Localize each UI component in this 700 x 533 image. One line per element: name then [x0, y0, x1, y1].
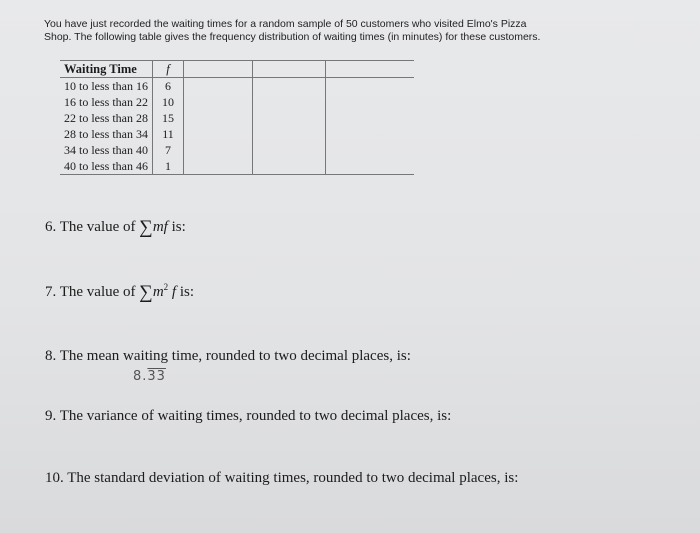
q6-prefix: 6. The value of	[45, 219, 140, 235]
interval-cell: 34 to less than 40	[60, 142, 153, 158]
sigma-symbol: ∑	[139, 217, 153, 238]
question-8: 8. The mean waiting time, rounded to two decimal places, is:	[45, 348, 411, 364]
q7-suffix: is:	[176, 284, 195, 300]
table-row	[60, 94, 414, 110]
q7-expression-f: f	[168, 284, 177, 300]
blank-cell	[184, 110, 253, 126]
blank-cell	[326, 158, 415, 175]
sigma-symbol: ∑	[139, 282, 153, 303]
blank-cell	[253, 158, 326, 175]
q7-prefix: 7. The value of	[45, 284, 140, 300]
table-row	[60, 110, 414, 126]
blank-cell	[326, 94, 415, 110]
blank-cell	[253, 142, 326, 158]
header-frequency: f	[153, 61, 184, 78]
q7-expression: m	[152, 284, 164, 300]
blank-cell	[184, 94, 253, 110]
blank-cell	[184, 142, 253, 158]
frequency-cell: 11	[153, 126, 184, 142]
blank-column-2	[253, 61, 326, 78]
frequency-cell: 7	[153, 142, 184, 158]
blank-cell	[253, 126, 326, 142]
blank-cell	[184, 78, 253, 95]
q6-suffix: is:	[167, 219, 186, 235]
question-10: 10. The standard deviation of waiting times, rounded to two decimal places, is:	[45, 470, 519, 486]
table-header-row	[60, 61, 414, 78]
blank-cell	[326, 78, 415, 95]
handwritten-answer	[133, 369, 166, 384]
table-row	[60, 142, 414, 158]
interval-cell: 16 to less than 22	[60, 94, 153, 110]
blank-column-1	[184, 61, 253, 78]
problem-statement	[44, 18, 664, 44]
frequency-cell: 10	[153, 94, 184, 110]
q7-exponent: 2	[163, 282, 169, 292]
q6-expression: mf	[152, 219, 168, 235]
table-row	[60, 126, 414, 142]
blank-cell	[326, 142, 415, 158]
table-row	[60, 78, 414, 95]
interval-cell: 28 to less than 34	[60, 126, 153, 142]
blank-cell	[184, 158, 253, 175]
blank-cell	[253, 94, 326, 110]
frequency-cell: 15	[153, 110, 184, 126]
interval-cell: 22 to less than 28	[60, 110, 153, 126]
answer-whole: 8.	[133, 369, 148, 384]
blank-cell	[184, 126, 253, 142]
blank-cell	[326, 126, 415, 142]
blank-cell	[253, 110, 326, 126]
intro-line-2: Shop. The following table gives the frequency distribution of waiting times (in minutes) for these customers.	[44, 31, 541, 43]
blank-cell	[253, 78, 326, 95]
question-7	[45, 282, 194, 304]
blank-cell	[326, 110, 415, 126]
question-6	[45, 217, 186, 239]
frequency-table	[60, 60, 414, 175]
interval-cell: 40 to less than 46	[60, 158, 153, 175]
intro-line-1: You have just recorded the waiting times for a random sample of 50 customers who visited Elmo's Pizza	[44, 18, 527, 30]
blank-column-3	[326, 61, 415, 78]
table-row	[60, 158, 414, 175]
header-waiting-time: Waiting Time	[60, 61, 153, 78]
answer-repeating-digits: 33	[147, 369, 166, 384]
question-9: 9. The variance of waiting times, rounded to two decimal places, is:	[45, 408, 452, 424]
frequency-cell: 1	[153, 158, 184, 175]
interval-cell: 10 to less than 16	[60, 78, 153, 95]
frequency-cell: 6	[153, 78, 184, 95]
